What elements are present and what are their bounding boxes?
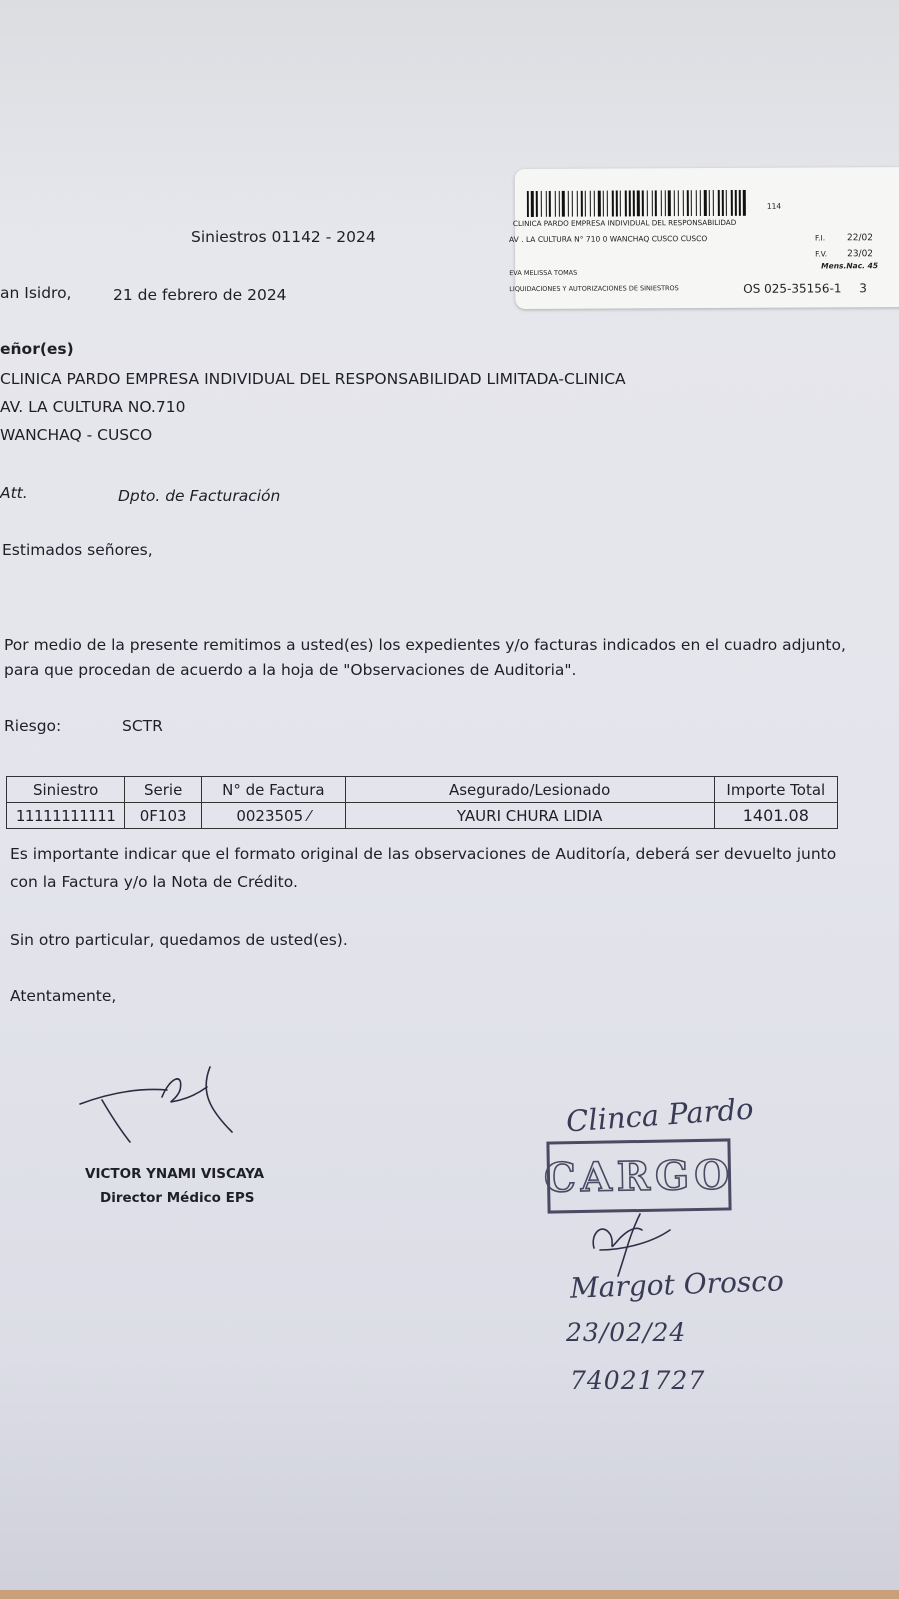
- barcode-icon: [527, 190, 747, 217]
- place-text: an Isidro,: [0, 284, 72, 302]
- label-corner-number: 114: [766, 201, 782, 211]
- handwritten-received-date: 23/02/24: [566, 1318, 687, 1347]
- attention-label: Att.: [0, 484, 28, 502]
- greeting: Estimados señores,: [2, 541, 153, 559]
- director-signature: [72, 1062, 272, 1162]
- date-text: 21 de febrero de 2024: [113, 286, 287, 304]
- cell-importe: 1401.08: [714, 803, 837, 829]
- cell-serie: 0F103: [125, 803, 202, 829]
- body-paragraph-1-line-1: Por medio de la presente remitimos a usted(es) los expedientes y/o facturas indicados en el cuadro adjunto,: [4, 636, 846, 654]
- label-department: LIQUIDACIONES Y AUTORIZACIONES DE SINIESTROS: [509, 284, 679, 294]
- attention-value: Dpto. de Facturación: [118, 487, 281, 505]
- handwritten-clinic-name: Clinca Pardo: [565, 1091, 755, 1139]
- label-fv-label: F.V.: [815, 249, 828, 259]
- signatory-name: VICTOR YNAMI VISCAYA: [85, 1166, 265, 1182]
- signatory-title: Director Médico EPS: [100, 1190, 255, 1206]
- cell-asegurado: YAURI CHURA LIDIA: [345, 803, 714, 829]
- header-importe: Importe Total: [714, 777, 837, 803]
- recipient-address: AV. LA CULTURA NO.710: [0, 398, 186, 416]
- header-serie: Serie: [125, 777, 202, 803]
- cargo-stamp-text: CARGO: [543, 1150, 735, 1202]
- salutation-label: eñor(es): [0, 340, 74, 358]
- cargo-stamp: [543, 1138, 735, 1213]
- bottom-edge: [0, 1590, 899, 1599]
- label-clinic-line: CLINICA PARDO EMPRESA INDIVIDUAL DEL RESPONSABILIDAD: [512, 217, 737, 229]
- recipient-city: WANCHAQ - CUSCO: [0, 426, 153, 444]
- label-person: EVA MELISSA TOMAS: [509, 268, 578, 278]
- header-siniestro: Siniestro: [7, 777, 125, 803]
- invoice-table: [6, 776, 838, 829]
- label-mens-nac: Mens.Nac. 45: [821, 261, 879, 271]
- label-os-number: OS 025-35156-1: [743, 281, 842, 296]
- risk-label: Riesgo:: [4, 717, 62, 735]
- label-fi-value: 22/02: [846, 233, 873, 244]
- header-asegurado: Asegurado/Lesionado: [345, 777, 714, 803]
- body-paragraph-2-line-1: Es importante indicar que el formato original de las observaciones de Auditoría, deberá ser devuelto junto: [10, 845, 837, 863]
- siniestros-reference: Siniestros 01142 - 2024: [191, 228, 376, 246]
- header-factura: N° de Factura: [202, 777, 346, 803]
- handwritten-receiver-id: 74021727: [570, 1366, 706, 1395]
- table-row: [7, 803, 838, 829]
- reception-label: [508, 167, 899, 309]
- table-header-row: [7, 777, 838, 803]
- label-count: 3: [859, 281, 867, 296]
- risk-value: SCTR: [122, 717, 163, 735]
- label-address-line: AV . LA CULTURA N° 710 0 WANCHAQ CUSCO CUSCO: [508, 234, 708, 245]
- closing-line: Sin otro particular, quedamos de usted(es).: [10, 931, 348, 949]
- label-fv-value: 23/02: [847, 249, 874, 260]
- closing-regards: Atentamente,: [10, 987, 117, 1005]
- label-fi-label: F.I.: [814, 233, 826, 243]
- cell-factura: 0023505 ⁄: [202, 803, 346, 829]
- recipient-name: CLINICA PARDO EMPRESA INDIVIDUAL DEL RESPONSABILIDAD LIMITADA-CLINICA: [0, 370, 626, 388]
- body-paragraph-2-line-2: con la Factura y/o la Nota de Crédito.: [10, 873, 298, 891]
- cell-siniestro: 11111111111: [7, 803, 125, 829]
- body-paragraph-1-line-2: para que procedan de acuerdo a la hoja de "Observaciones de Auditoria".: [4, 661, 577, 679]
- handwritten-receiver-name: Margot Orosco: [569, 1264, 785, 1305]
